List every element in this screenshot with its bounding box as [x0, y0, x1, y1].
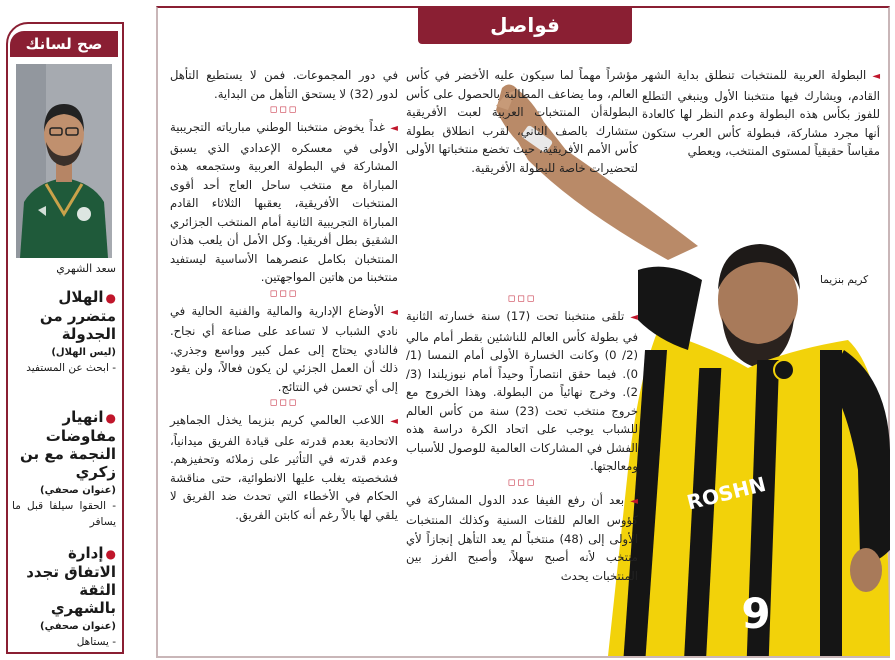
paragraph-text: مؤشراً مهماً لما سيكون عليه الأخضر في كأس العالم، وما يضاعف المطالبة بالحصول على كأس البطولةأن المنتخبات العربية لعبت الأفريقية ستشارك بالصف الثاني، لقرب انطلاق بطولة كأس الأمم الأفريقية، حيث تخضع منتخباتها الأولى لتحضيرات خاصة للبطولة الأفريقية. [406, 68, 638, 175]
paragraph [406, 307, 638, 476]
author-name: سعد الشهري [56, 262, 116, 275]
paragraph-text: غداً يخوض منتخبنا الوطني مبارياته التجريبية الأولى في معسكره الإعدادي الذي يسبق المشاركة في البطولة العربية وستجمعه هذه المباراة مع منتخب ساحل العاج أحد أقوى المنتخبات الأفريقية، يعقبها الثلاثاء القادم المباراة التجريبية الثانية أمام المنتخب الجزائري الشقيق بطل أفريقيا. وكل الأمل أن يلعب هذان المنتخبان بكامل عنصرهما الأساسية ليستفيد منتخبنا من هاتين المواجهتين. [170, 120, 398, 284]
paragraph-text: البطولة العربية للمنتخبات تنطلق بداية الشهر القادم، ويشارك فيها منتخبنا الأول وينبغي التطلع للفوز بكأس هذه البطولة وعدم النظر لها كالعادة أنها مجرد مشاركة، فبطولة كأس العرب ستكون مقياساً حقيقياً لمستوى المنتخب، ويعطي [642, 68, 880, 158]
bullet-arrow-icon: ◄ [390, 416, 398, 427]
sidebar-item-text: - يستاهل [76, 636, 116, 648]
paragraph-text: الأوضاع الإدارية والمالية والفنية الحالية في نادي الشباب لا تساعد على صناعة أي نجاح. فالنادي يحتاج إلى عمل كبير وواسع وجذري. ذلك أن العمل الجزئي لن يكون فعالاً، ولن يقود إلى أي تحسن في النتائج. [170, 303, 398, 394]
article-column-left [170, 66, 398, 524]
paragraph [642, 66, 880, 161]
sidebar-item-title: ●إدارة الاتفاق تجدد الثقة بالشهري [26, 544, 116, 617]
sidebar-item-source: (ليس الهلال) [51, 347, 116, 358]
bullet-arrow-icon: ◄ [630, 495, 638, 507]
columnist-sidebar [0, 0, 128, 660]
jersey-sponsor-label: ROSHN [684, 471, 769, 515]
photo-caption: كريم بنزيما [820, 274, 869, 286]
paragraph-text: في دور المجموعات. فمن لا يستطيع التأهل لدور (32) لا يستحق التأهل من البداية. [170, 68, 398, 101]
sidebar-item [12, 288, 116, 376]
section-separator: ◻◻◻ [507, 294, 537, 304]
paragraph [170, 118, 398, 287]
club-crest-icon [774, 360, 794, 380]
paragraph-text: اللاعب العالمي كريم بنزيما يخذل الجماهير الاتحادية بعدم قدرته على قيادة الفريق ميدانياً، وعدم قدرته في التأثير على زملائه وتحفيزهم. فشخصيته يغلب عليها الانطوائية، حتى مناقشة الحكام في الأخطاء التي تحدث ضد الفريق لا يلقي لها بالاً رغم أنه كابتن الفريق. [170, 413, 398, 522]
paragraph [170, 411, 398, 524]
bullet-arrow-icon: ◄ [390, 123, 398, 134]
section-separator: ◻◻◻ [507, 477, 537, 488]
sidebar-item [12, 408, 116, 530]
sidebar-item-text: - ابحث عن المستفيد [26, 362, 116, 374]
sidebar-item [12, 544, 116, 650]
sidebar-item-text: - الحقوا سيلفا قبل ما يسافر [12, 500, 116, 528]
sidebar-item-source: (عنوان صحفي) [40, 621, 116, 632]
section-separator: ◻◻◻ [269, 288, 299, 299]
author-portrait-image [16, 64, 112, 258]
section-separator: ◻◻◻ [269, 398, 299, 408]
bullet-arrow-icon: ◄ [872, 71, 881, 82]
paragraph [406, 491, 638, 586]
jersey-number: 9 [741, 589, 771, 638]
article-column-right [642, 66, 880, 161]
article-column-middle-top [406, 66, 638, 177]
sidebar-item-title: ●الهلال متضرر من الجدولة [39, 288, 116, 343]
article-column-middle [406, 292, 638, 585]
sidebar-item-source: (عنوان صحفي) [40, 485, 116, 496]
section-separator: ◻◻◻ [269, 105, 299, 115]
sidebar-item-title: ●انهيار مفاوضات النجمة مع بن زكري [20, 408, 116, 481]
paragraph-text: تلقى منتخبنا تحت (17) سنة خسارته الثانية في بطولة كأس العالم للناشئين بقطر أمام مالي (2/ 0) وكانت الخسارة الأولى أمام النمسا (1/ 0). فيما حقق انتصاراً وحيداً أمام نيوزيلندا (3/ 2). وخرج نهائياً من البطولة. وهذا الخروج مع خروج منتخب تحت (23) سنة من كأس العالم للشباب يوجب على اتحاد الكرة دراسة هذه الفشل في المشاركات العالمية للوصول للأسباب ومعالجتها. [406, 309, 639, 473]
bullet-arrow-icon: ◄ [630, 312, 638, 323]
sidebar-banner: صح لسانك [10, 31, 118, 57]
paragraph-text: بعد أن رفع الفيفا عدد الدول المشاركة في كؤوس العالم للفئات السنية وكذلك المنتخبات الأولى إلى (48) منتخباً لم يعد التأهل إنجازاً لأي منتخب لأنه أصبح سهلاً، وأصبح الفرز بين المنتخبات يحدث [406, 492, 638, 583]
section-title-banner: فواصل [418, 6, 632, 44]
paragraph [170, 302, 398, 397]
bullet-arrow-icon: ◄ [390, 306, 398, 318]
author-photo [16, 64, 112, 258]
